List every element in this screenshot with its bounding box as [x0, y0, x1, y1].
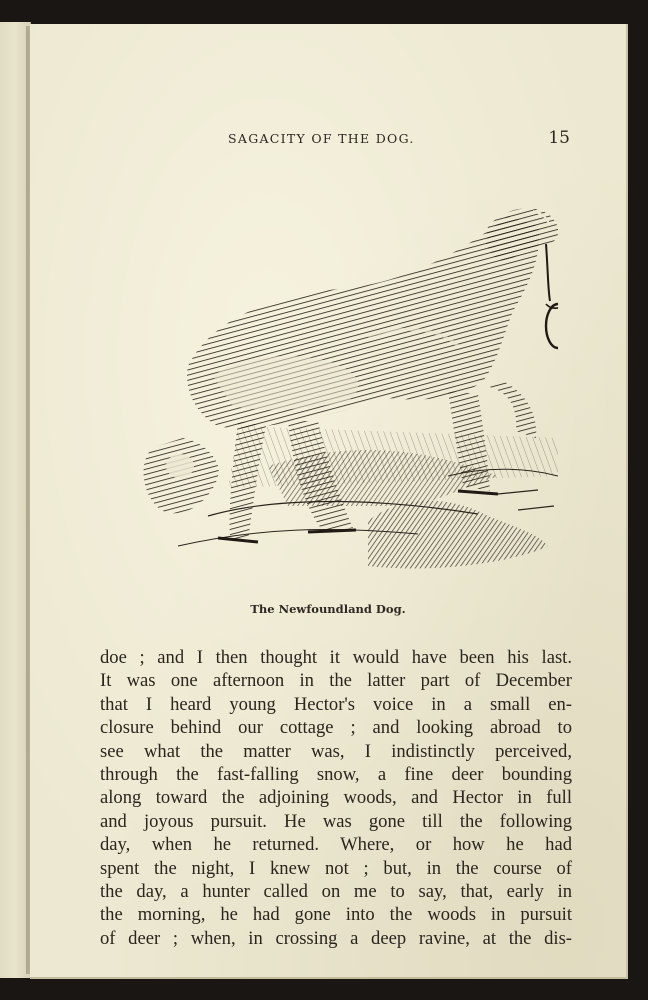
- page-header: [30, 128, 626, 151]
- text-line: that I heard young Hector's voice in a small en-: [100, 693, 572, 715]
- running-head: SAGACITY OF THE DOG.: [228, 131, 415, 146]
- text-line: closure behind our cottage ; and looking abroad to: [100, 717, 572, 739]
- text-line: spent the night, I knew not ; but, in the course of: [100, 857, 572, 879]
- page-number: 15: [548, 128, 570, 148]
- text-line: It was one afternoon in the latter part of December: [100, 670, 572, 692]
- text-line: through the fast-falling snow, a fine deer bounding: [100, 763, 572, 785]
- newfoundland-dog-illustration: [118, 176, 558, 586]
- body-text: [100, 646, 572, 950]
- text-line: day, when he returned. Where, or how he had: [100, 834, 572, 856]
- text-line: doe ; and I then thought it would have been his last.: [100, 647, 572, 668]
- rope-in-mouth: [546, 244, 558, 348]
- text-line: see what the matter was, I indistinctly perceived,: [100, 740, 572, 762]
- text-line: along toward the adjoining woods, and Hector in full: [100, 787, 572, 809]
- text-line: the morning, he had gone into the woods in pursuit: [100, 904, 572, 926]
- dog-body: [187, 216, 539, 428]
- text-line: of deer ; when, in crossing a deep ravine, at the dis-: [100, 927, 572, 949]
- book-page: [30, 24, 628, 979]
- dog-tail: [144, 438, 219, 513]
- text-line: and joyous pursuit. He was gone till the following: [100, 810, 572, 832]
- text-line: the day, a hunter called on me to say, that, early in: [100, 880, 572, 902]
- illustration-caption: The Newfoundland Dog.: [250, 602, 406, 616]
